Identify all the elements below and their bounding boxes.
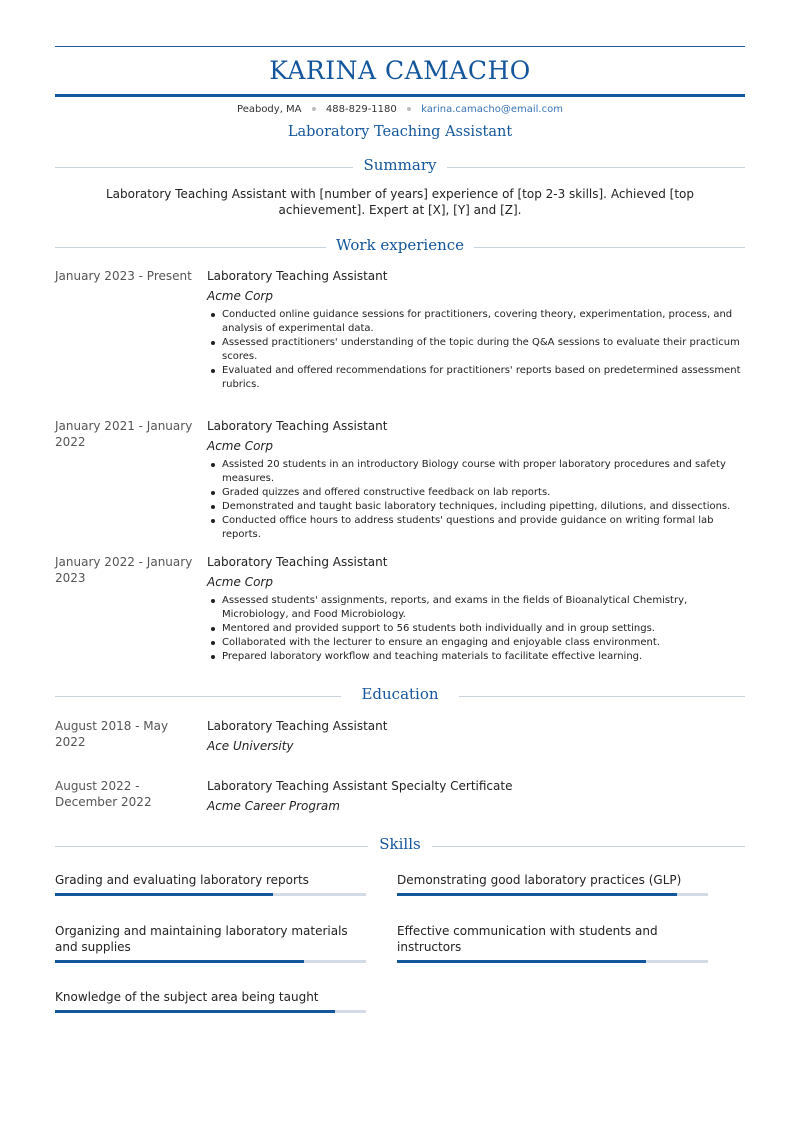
- skill-label: Effective communication with students and instructors: [397, 924, 658, 954]
- entry-role: Laboratory Teaching Assistant: [207, 419, 388, 433]
- entry-body: [207, 778, 745, 814]
- entry-body: [207, 718, 745, 754]
- skill-level-fill: [55, 960, 304, 963]
- bullet-item: Evaluated and offered recommendations for practitioners' reports based on predetermined assessment rubrics.: [207, 364, 745, 392]
- entry-institution: Ace University: [207, 739, 294, 753]
- entry-degree: Laboratory Teaching Assistant: [207, 719, 388, 733]
- skill-level-track: [55, 1010, 366, 1013]
- name-underline: [55, 94, 745, 97]
- skill-level-track: [55, 960, 366, 963]
- separator-dot: [312, 107, 316, 111]
- skill-level-track: [55, 893, 366, 896]
- entry-degree: Laboratory Teaching Assistant Specialty Certificate: [207, 779, 513, 793]
- candidate-name: KARINA CAMACHO: [269, 56, 531, 85]
- bullet-item: Conducted online guidance sessions for practitioners, covering theory, experimentation, process, and analysis of experimental data.: [207, 308, 745, 336]
- bullet-item: Conducted office hours to address students' questions and provide guidance on writing formal lab reports.: [207, 514, 745, 542]
- skill-level-fill: [55, 893, 273, 896]
- skill-level-track: [397, 960, 708, 963]
- bullet-list: [207, 594, 745, 664]
- bullet-item: Assessed practitioners' understanding of the topic during the Q&A sessions to evaluate their practicum scores.: [207, 336, 745, 364]
- section-header-work-experience: [55, 236, 745, 258]
- entry-body: [207, 268, 745, 392]
- entry-organization: Acme Corp: [207, 289, 273, 303]
- separator-dot: [407, 107, 411, 111]
- skill-label: Demonstrating good laboratory practices (GLP): [397, 873, 682, 887]
- bullet-item: Mentored and provided support to 56 students both individually and in group settings.: [207, 622, 745, 636]
- top-rule: [55, 46, 745, 47]
- section-header-skills: [55, 835, 745, 857]
- entry-date: January 2023 - Present: [55, 269, 192, 283]
- bullet-item: Assessed students' assignments, reports, and exams in the fields of Bioanalytical Chemistry, Microbiology, and Food Microbiology.: [207, 594, 745, 622]
- bullet-list: [207, 458, 745, 542]
- skill-item: [55, 923, 366, 963]
- entry-role: Laboratory Teaching Assistant: [207, 269, 388, 283]
- bullet-item: Collaborated with the lecturer to ensure an engaging and enjoyable class environment.: [207, 636, 745, 650]
- section-header-summary: [55, 156, 745, 178]
- entry-date: August 2018 - May 2022: [55, 719, 169, 749]
- section-title: Education: [361, 685, 439, 703]
- entry-role: Laboratory Teaching Assistant: [207, 555, 388, 569]
- bullet-item: Demonstrated and taught basic laboratory techniques, including pipetting, dilutions, and dissections.: [207, 500, 745, 514]
- skill-level-fill: [397, 960, 646, 963]
- section-header-education: [55, 685, 745, 707]
- entry-body: [207, 554, 745, 664]
- skill-label: Organizing and maintaining laboratory materials and supplies: [55, 924, 348, 954]
- skill-level-track: [397, 893, 708, 896]
- entry-date: January 2022 - January 2023: [55, 555, 193, 585]
- contact-line: [0, 104, 800, 115]
- skill-item: [55, 872, 366, 896]
- summary-text: Laboratory Teaching Assistant with [number of years] experience of [top 2-3 skills]. Achieved [top achievement]. Expert at [X], [Y] and [Z].: [106, 187, 694, 217]
- headline-job-title: Laboratory Teaching Assistant: [287, 124, 513, 140]
- entry-date: August 2022 - December 2022: [55, 779, 152, 809]
- email-link[interactable]: karina.camacho@email.com: [421, 104, 563, 115]
- entry-body: [207, 418, 745, 542]
- entry-organization: Acme Corp: [207, 575, 273, 589]
- location: Peabody, MA: [237, 104, 302, 115]
- skill-item: [397, 923, 708, 963]
- skill-item: [55, 989, 366, 1013]
- skill-level-fill: [55, 1010, 335, 1013]
- bullet-list: [207, 308, 745, 392]
- section-title: Skills: [379, 835, 421, 853]
- section-title: Summary: [363, 156, 437, 174]
- skill-label: Grading and evaluating laboratory reports: [55, 873, 309, 887]
- section-title: Work experience: [335, 236, 465, 254]
- skill-level-fill: [397, 893, 677, 896]
- entry-institution: Acme Career Program: [207, 799, 340, 813]
- entry-date: January 2021 - January 2022: [55, 419, 193, 449]
- bullet-item: Assisted 20 students in an introductory Biology course with proper laboratory procedures and safety measures.: [207, 458, 745, 486]
- skill-item: [397, 872, 708, 896]
- bullet-item: Graded quizzes and offered constructive feedback on lab reports.: [207, 486, 745, 500]
- phone: 488-829-1180: [325, 104, 397, 115]
- bullet-item: Prepared laboratory workflow and teaching materials to facilitate effective learning.: [207, 650, 745, 664]
- skill-label: Knowledge of the subject area being taught: [55, 990, 319, 1004]
- entry-organization: Acme Corp: [207, 439, 273, 453]
